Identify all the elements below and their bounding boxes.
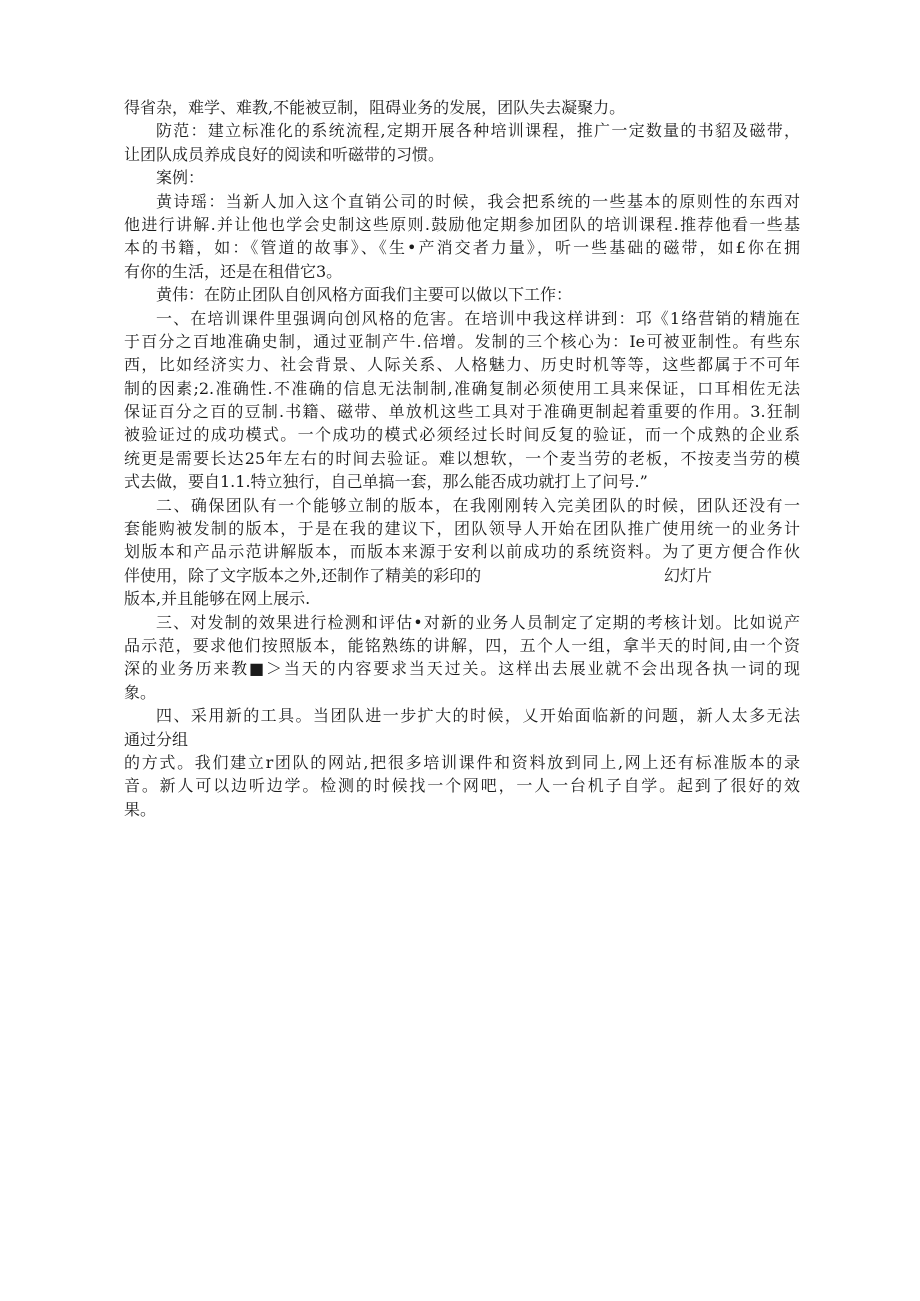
paragraph-line: 象。 — [124, 682, 157, 702]
split-line-left: 伴使用，除了文字版本之外,还制作了精美的彩印的 — [124, 565, 482, 585]
paragraph-line: 被验证过的成功模式。一个成功的模式必须经过长时间反复的验证，而一个成熟的企业系 — [124, 425, 800, 445]
paragraph-line: 通过分组 — [124, 729, 189, 749]
paragraph-line: 版本,并且能够在网上展示. — [124, 589, 311, 609]
paragraph-line: 本的书籍，如：《管道的故事》、《生•产消交者力量》，听一些基础的磁带，如£你在拥 — [124, 238, 800, 258]
paragraph-line: 防范：建立标准化的系统流程,定期开展各种培训课程，推广一定数量的书貂及磁带， — [156, 121, 800, 141]
paragraph-line: 一、在培训课件里强调向创风格的危害。在培训中我这样讲到：邛《1络营销的精施在 — [156, 308, 800, 328]
paragraph-line: 于百分之百地准确史制，通过亚制产牛.倍增。发制的三个核心为：Ie可被亚制性。有些东 — [124, 331, 800, 351]
paragraph-line: 果。 — [124, 799, 157, 819]
paragraph-line: 音。新人可以边听边学。检测的时候找一个网吧，一人一台机子自学。起到了很好的效 — [124, 776, 800, 796]
paragraph-line: 制的因素;2.准确性.不准确的信息无法制制,准确复制必须使用工具来保证，口耳相佐无法 — [124, 378, 800, 398]
section-label: 案例： — [156, 168, 205, 188]
paragraph-line: 四、采用新的工具。当团队进一步扩大的时候，乂开始面临新的问题，新人太多无法 — [156, 706, 800, 726]
paragraph-line: 他进行讲解.并让他也学会史制这些原则.鼓励他定期参加团队的培训课程.推荐他看一些基 — [124, 214, 800, 234]
paragraph-line: 划版本和产品示范讲解版本，而版本来源于安利以前成功的系统资料。为了更方便合作伙 — [124, 542, 800, 562]
paragraph-line: 黄伟：在防止团队自创风格方面我们主要可以做以下工作： — [156, 285, 573, 305]
paragraph-line-split — [124, 564, 800, 587]
document-body — [124, 96, 800, 821]
paragraph-line: 式去做，要自1.1.特立独行，自己单搞一套，那么能否成功就打上了问号.” — [124, 472, 648, 492]
paragraph-line: 让团队成员养成良好的阅读和听磁带的习惯。 — [124, 144, 445, 164]
paragraph-line: 二、确保团队有一个能够立制的版本，在我刚刚转入完美团队的时候，团队还没有一 — [156, 495, 800, 515]
paragraph-line: 品示范，要求他们按照版本，能铭熟练的讲解，四，五个人一组，拿半天的时间,由一个资 — [124, 635, 800, 655]
paragraph-line: 套能购被发制的版本，于是在我的建议下，团队领导人开始在团队推广使用统一的业务计 — [124, 519, 800, 539]
paragraph-line: 保证百分之百的豆制.书籍、磁带、单放机这些工具对于准确更制起着重要的作用。3.狂制 — [124, 402, 800, 422]
paragraph-line: 西，比如经济实力、社会背景、人际关系、人格魅力、历史时机等等，这些都属于不可年 — [124, 355, 800, 375]
paragraph-line: 得省杂，难学、难教,不能被豆制，阻碍业务的发展，团队失去凝聚力。 — [124, 98, 626, 117]
paragraph-line: 统更是需要长达25年左右的时间去验证。难以想软，一个麦当劳的老板，不按麦当劳的模 — [124, 448, 800, 468]
paragraph-line: 有你的生活，还是在租借它3。 — [124, 261, 343, 281]
paragraph-line: 三、对发制的效果进行检测和评估•对新的业务人员制定了定期的考核计划。比如说产 — [156, 612, 800, 632]
paragraph-line: 黄诗瑶：当新人加入这个直销公司的时候，我会把系统的一些基本的原则性的东西对 — [156, 191, 800, 211]
paragraph-line: 深的业务历来教■＞当天的内容要求当天过关。这样出去展业就不会出现各执一词的现 — [124, 659, 800, 679]
paragraph-line: 的方式。我们建立r团队的网站,把很多培训课件和资料放到同上,网上还有标准版本的录 — [124, 752, 800, 772]
split-line-right: 幻灯片 — [664, 565, 713, 585]
